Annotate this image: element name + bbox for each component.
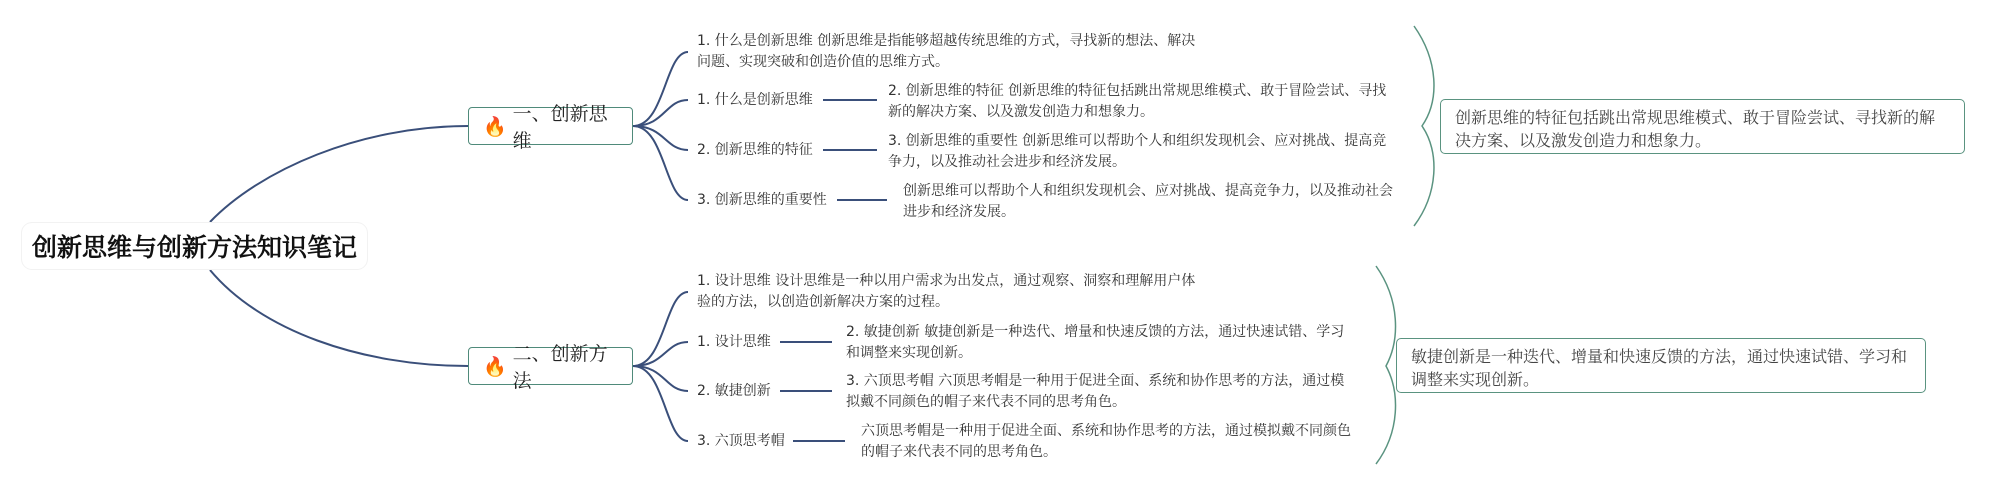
detail-text: 六顶思考帽是一种用于促进全面、系统和协作思考的方法，通过模拟戴不同颜色的帽子来代表不同的思考角色。: [861, 423, 1351, 460]
intro-text: 1. 什么是创新思维 创新思维是指能够超越传统思维的方式，寻找新的想法、解决问题、实现突破和创造价值的思维方式。: [697, 33, 1196, 70]
branch-label: 二、创新方法: [512, 343, 608, 392]
detail-text: 2. 创新思维的特征 创新思维的特征包括跳出常规思维模式、敢于冒险尝试、寻找新的解决方案、以及激发创造力和想象力。: [888, 83, 1387, 120]
list-item[interactable]: 1. 设计思维: [697, 334, 771, 350]
fire-icon: 🔥: [483, 355, 507, 378]
list-item[interactable]: 1. 什么是创新思维: [697, 92, 813, 108]
branch-innovative-thinking[interactable]: [468, 103, 633, 152]
root-topic[interactable]: [22, 223, 367, 269]
detail-text: 3. 创新思维的重要性 创新思维可以帮助个人和组织发现机会、应对挑战、提高竞争力，以及推动社会进步和经济发展。: [888, 133, 1387, 170]
list-item[interactable]: 2. 敏捷创新: [697, 383, 771, 399]
list-item[interactable]: 3. 六顶思考帽: [697, 433, 785, 449]
branch-innovation-methods[interactable]: [468, 343, 633, 392]
detail-text: 创新思维可以帮助个人和组织发现机会、应对挑战、提高竞争力，以及推动社会进步和经济发展。: [903, 183, 1393, 220]
list-item[interactable]: 2. 创新思维的特征: [697, 142, 813, 158]
summary-box[interactable]: 敏捷创新是一种迭代、增量和快速反馈的方法，通过快速试错、学习和调整来实现创新。: [1396, 338, 1926, 393]
detail-text: 2. 敏捷创新 敏捷创新是一种迭代、增量和快速反馈的方法，通过快速试错、学习和调整来实现创新。: [846, 324, 1345, 361]
root-title: 创新思维与创新方法知识笔记: [31, 233, 357, 262]
list-item[interactable]: 3. 创新思维的重要性: [697, 192, 827, 208]
fire-icon: 🔥: [483, 115, 507, 138]
branch-label: 一、创新思维: [512, 103, 608, 152]
intro-text: 1. 设计思维 设计思维是一种以用户需求为出发点，通过观察、洞察和理解用户体验的方法，以创造创新解决方案的过程。: [697, 273, 1196, 310]
detail-text: 3. 六顶思考帽 六顶思考帽是一种用于促进全面、系统和协作思考的方法，通过模拟戴不同颜色的帽子来代表不同的思考角色。: [846, 373, 1345, 410]
summary-box[interactable]: 创新思维的特征包括跳出常规思维模式、敢于冒险尝试、寻找新的解决方案、以及激发创造力和想象力。: [1440, 99, 1965, 154]
